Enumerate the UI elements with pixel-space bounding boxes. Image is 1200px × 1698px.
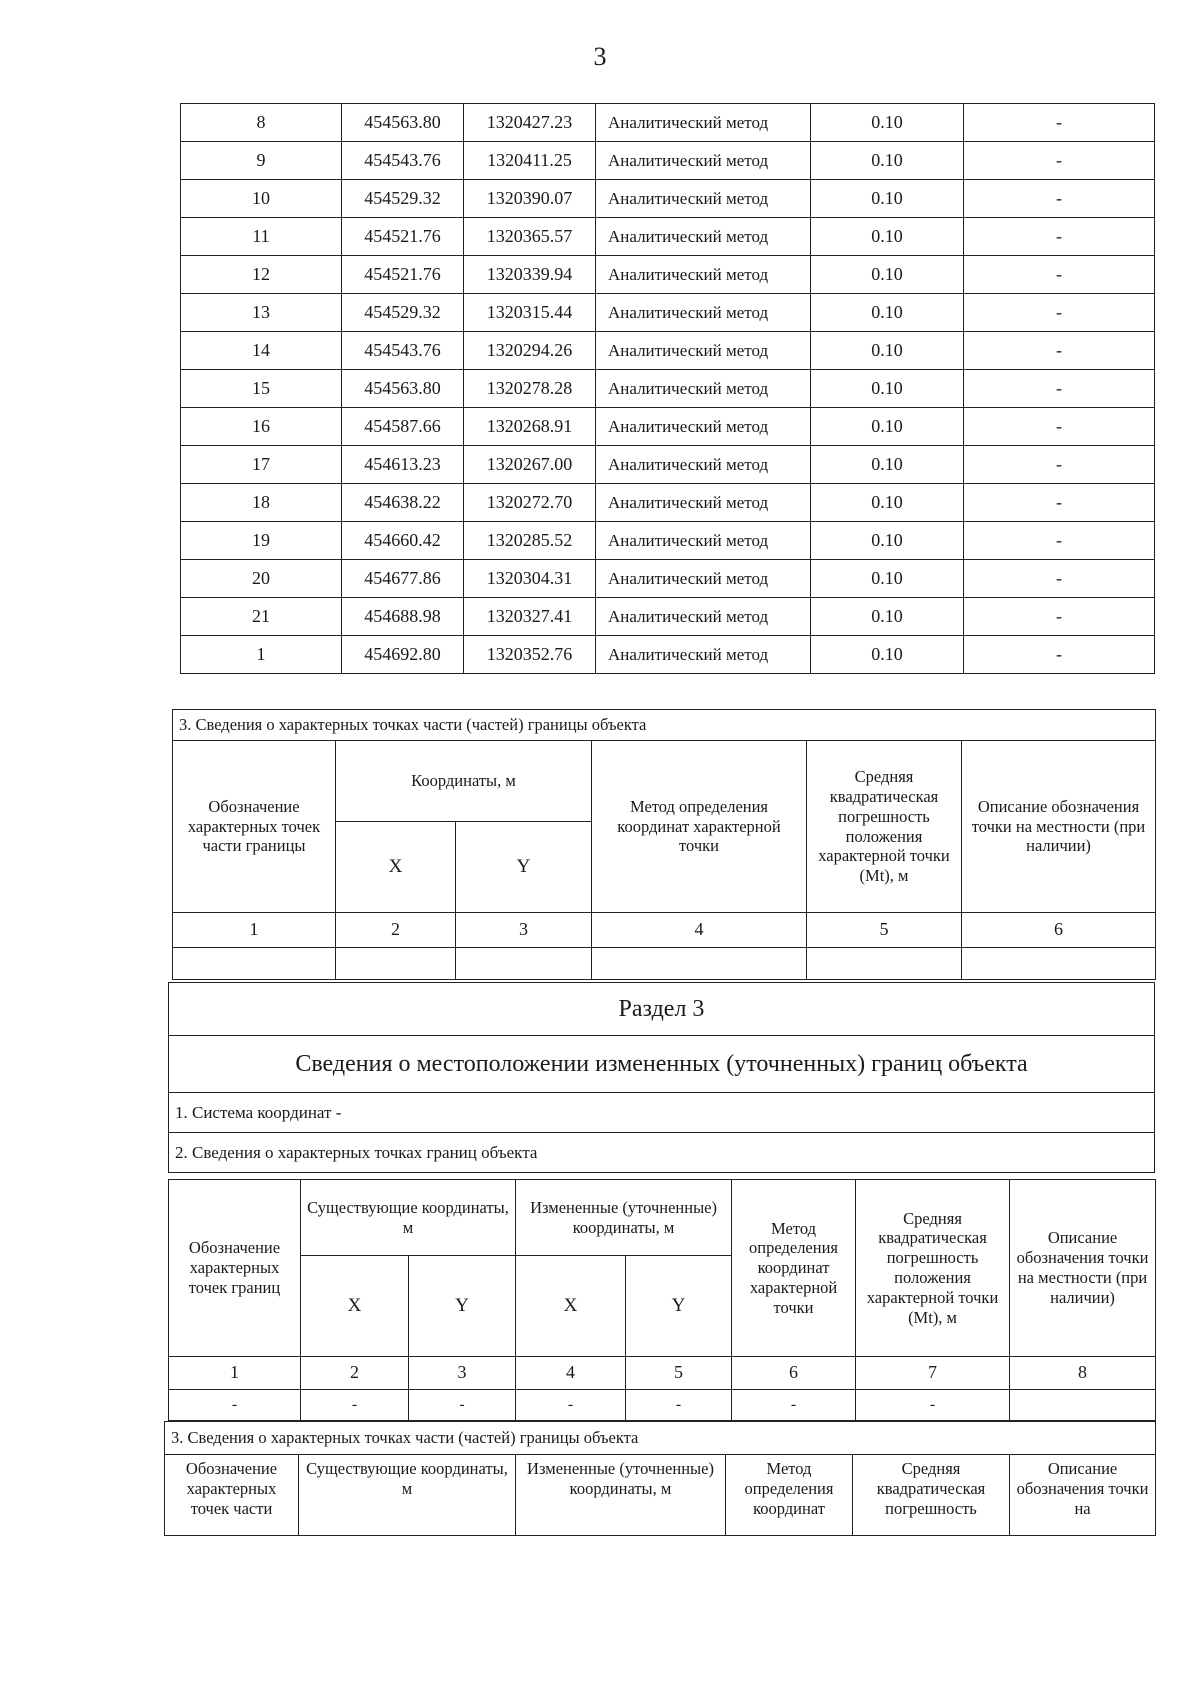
header-coordinates: Координаты, м	[336, 741, 592, 822]
table-row	[181, 294, 1155, 332]
header-mt: Средняя квадратическая погрешность	[853, 1455, 1010, 1536]
x-coordinate: 454543.76	[342, 142, 464, 180]
method: Аналитический метод	[596, 522, 811, 560]
method: Аналитический метод	[596, 256, 811, 294]
empty-cell	[456, 948, 592, 980]
points-table	[180, 103, 1155, 674]
col-number: 3	[456, 913, 592, 948]
y-coordinate: 1320427.23	[464, 104, 596, 142]
x-coordinate: 454521.76	[342, 218, 464, 256]
x-coordinate: 454692.80	[342, 636, 464, 674]
header-y: Y	[626, 1256, 732, 1357]
method: Аналитический метод	[596, 332, 811, 370]
header-method: Метод определения координат	[726, 1455, 853, 1536]
y-coordinate: 1320339.94	[464, 256, 596, 294]
header-x: X	[516, 1256, 626, 1357]
point-number: 11	[181, 218, 342, 256]
x-coordinate: 454563.80	[342, 370, 464, 408]
x-coordinate: 454688.98	[342, 598, 464, 636]
mt-value: 0.10	[811, 446, 964, 484]
description: -	[964, 484, 1155, 522]
x-coordinate: 454521.76	[342, 256, 464, 294]
dash-cell: -	[516, 1390, 626, 1421]
point-number: 10	[181, 180, 342, 218]
mt-value: 0.10	[811, 142, 964, 180]
coordinate-system: 1. Система координат -	[169, 1093, 1155, 1133]
header-description: Описание обозначения точки на	[1010, 1455, 1156, 1536]
method: Аналитический метод	[596, 446, 811, 484]
header-mt: Средняя квадратическая погрешность положения характерной точки (Mt), м	[807, 741, 962, 913]
mt-value: 0.10	[811, 180, 964, 218]
description: -	[964, 294, 1155, 332]
table-row	[181, 180, 1155, 218]
table-row	[181, 598, 1155, 636]
description: -	[964, 560, 1155, 598]
mt-value: 0.10	[811, 484, 964, 522]
point-number: 17	[181, 446, 342, 484]
points-title: 2. Сведения о характерных точках границ объекта	[169, 1133, 1155, 1173]
empty-cell	[962, 948, 1156, 980]
table-row	[181, 256, 1155, 294]
x-coordinate: 454563.80	[342, 104, 464, 142]
x-coordinate: 454543.76	[342, 332, 464, 370]
y-coordinate: 1320278.28	[464, 370, 596, 408]
description: -	[964, 522, 1155, 560]
header-point-designation: Обозначение характерных точек границ	[169, 1180, 301, 1357]
parts-block-title: 3. Сведения о характерных точках части (частей) границы объекта	[173, 710, 1156, 741]
x-coordinate: 454660.42	[342, 522, 464, 560]
table-row	[181, 218, 1155, 256]
empty-cell	[807, 948, 962, 980]
point-number: 12	[181, 256, 342, 294]
table-row	[181, 142, 1155, 180]
method: Аналитический метод	[596, 218, 811, 256]
description: -	[964, 180, 1155, 218]
table-row	[181, 104, 1155, 142]
mt-value: 0.10	[811, 370, 964, 408]
header-method: Метод определения координат характерной точки	[592, 741, 807, 913]
section3-header-table	[168, 982, 1155, 1173]
parts-table	[172, 709, 1156, 980]
table-row	[181, 332, 1155, 370]
mt-value: 0.10	[811, 522, 964, 560]
col-number: 2	[336, 913, 456, 948]
description: -	[964, 142, 1155, 180]
description: -	[964, 370, 1155, 408]
header-x: X	[336, 822, 456, 913]
method: Аналитический метод	[596, 294, 811, 332]
x-coordinate: 454529.32	[342, 294, 464, 332]
x-coordinate: 454613.23	[342, 446, 464, 484]
method: Аналитический метод	[596, 408, 811, 446]
header-method: Метод определения координат характерной точки	[732, 1180, 856, 1357]
mt-value: 0.10	[811, 294, 964, 332]
point-number: 21	[181, 598, 342, 636]
point-number: 1	[181, 636, 342, 674]
point-number: 16	[181, 408, 342, 446]
header-existing-coords: Существующие координаты, м	[301, 1180, 516, 1256]
point-number: 14	[181, 332, 342, 370]
dash-cell	[1010, 1390, 1156, 1421]
description: -	[964, 218, 1155, 256]
mt-value: 0.10	[811, 332, 964, 370]
section3-parts-title: 3. Сведения о характерных точках части (частей) границы объекта	[165, 1422, 1156, 1455]
x-coordinate: 454587.66	[342, 408, 464, 446]
mt-value: 0.10	[811, 104, 964, 142]
col-number: 4	[592, 913, 807, 948]
y-coordinate: 1320304.31	[464, 560, 596, 598]
mt-value: 0.10	[811, 256, 964, 294]
description: -	[964, 332, 1155, 370]
table-row	[181, 446, 1155, 484]
method: Аналитический метод	[596, 180, 811, 218]
empty-cell	[592, 948, 807, 980]
x-coordinate: 454677.86	[342, 560, 464, 598]
method: Аналитический метод	[596, 484, 811, 522]
description: -	[964, 408, 1155, 446]
table-row	[181, 484, 1155, 522]
mt-value: 0.10	[811, 560, 964, 598]
description: -	[964, 446, 1155, 484]
y-coordinate: 1320268.91	[464, 408, 596, 446]
table-row	[181, 636, 1155, 674]
mt-value: 0.10	[811, 218, 964, 256]
description: -	[964, 636, 1155, 674]
table-row	[181, 408, 1155, 446]
method: Аналитический метод	[596, 636, 811, 674]
mt-value: 0.10	[811, 598, 964, 636]
col-number: 8	[1010, 1357, 1156, 1390]
header-x: X	[301, 1256, 409, 1357]
x-coordinate: 454638.22	[342, 484, 464, 522]
point-number: 19	[181, 522, 342, 560]
empty-cell	[336, 948, 456, 980]
empty-cell	[173, 948, 336, 980]
y-coordinate: 1320272.70	[464, 484, 596, 522]
x-coordinate: 454529.32	[342, 180, 464, 218]
col-number: 6	[732, 1357, 856, 1390]
point-number: 9	[181, 142, 342, 180]
col-number: 4	[516, 1357, 626, 1390]
header-description: Описание обозначения точки на местности (при наличии)	[962, 741, 1156, 913]
y-coordinate: 1320327.41	[464, 598, 596, 636]
col-number: 6	[962, 913, 1156, 948]
mt-value: 0.10	[811, 636, 964, 674]
col-number: 1	[173, 913, 336, 948]
table-row	[181, 560, 1155, 598]
header-point-designation: Обозначение характерных точек части границы	[173, 741, 336, 913]
table-row	[181, 522, 1155, 560]
col-number: 7	[856, 1357, 1010, 1390]
dash-cell: -	[169, 1390, 301, 1421]
method: Аналитический метод	[596, 370, 811, 408]
section-heading: Раздел 3	[169, 983, 1155, 1036]
method: Аналитический метод	[596, 560, 811, 598]
col-number: 5	[807, 913, 962, 948]
header-mt: Средняя квадратическая погрешность положения характерной точки (Mt), м	[856, 1180, 1010, 1357]
page-number: 3	[593, 42, 607, 71]
col-number: 3	[409, 1357, 516, 1390]
y-coordinate: 1320390.07	[464, 180, 596, 218]
y-coordinate: 1320352.76	[464, 636, 596, 674]
point-number: 13	[181, 294, 342, 332]
section-subheading: Сведения о местоположении измененных (уточненных) границ объекта	[169, 1036, 1155, 1093]
section3-points-table	[168, 1179, 1156, 1421]
table-row	[181, 370, 1155, 408]
dash-cell: -	[732, 1390, 856, 1421]
mt-value: 0.10	[811, 408, 964, 446]
y-coordinate: 1320267.00	[464, 446, 596, 484]
header-changed-coords: Измененные (уточненные) координаты, м	[516, 1455, 726, 1536]
header-y: Y	[456, 822, 592, 913]
dash-cell: -	[301, 1390, 409, 1421]
dash-cell: -	[626, 1390, 732, 1421]
header-changed-coords: Измененные (уточненные) координаты, м	[516, 1180, 732, 1256]
dash-cell: -	[856, 1390, 1010, 1421]
y-coordinate: 1320294.26	[464, 332, 596, 370]
header-y: Y	[409, 1256, 516, 1357]
col-number: 5	[626, 1357, 732, 1390]
dash-cell: -	[409, 1390, 516, 1421]
col-number: 2	[301, 1357, 409, 1390]
y-coordinate: 1320365.57	[464, 218, 596, 256]
header-existing-coords: Существующие координаты, м	[299, 1455, 516, 1536]
method: Аналитический метод	[596, 104, 811, 142]
header-description: Описание обозначения точки на местности (при наличии)	[1010, 1180, 1156, 1357]
col-number: 1	[169, 1357, 301, 1390]
description: -	[964, 256, 1155, 294]
description: -	[964, 598, 1155, 636]
y-coordinate: 1320315.44	[464, 294, 596, 332]
description: -	[964, 104, 1155, 142]
y-coordinate: 1320411.25	[464, 142, 596, 180]
method: Аналитический метод	[596, 142, 811, 180]
section3-parts-table	[164, 1421, 1156, 1536]
point-number: 15	[181, 370, 342, 408]
point-number: 18	[181, 484, 342, 522]
header-point-designation: Обозначение характерных точек части	[165, 1455, 299, 1536]
point-number: 8	[181, 104, 342, 142]
y-coordinate: 1320285.52	[464, 522, 596, 560]
point-number: 20	[181, 560, 342, 598]
method: Аналитический метод	[596, 598, 811, 636]
